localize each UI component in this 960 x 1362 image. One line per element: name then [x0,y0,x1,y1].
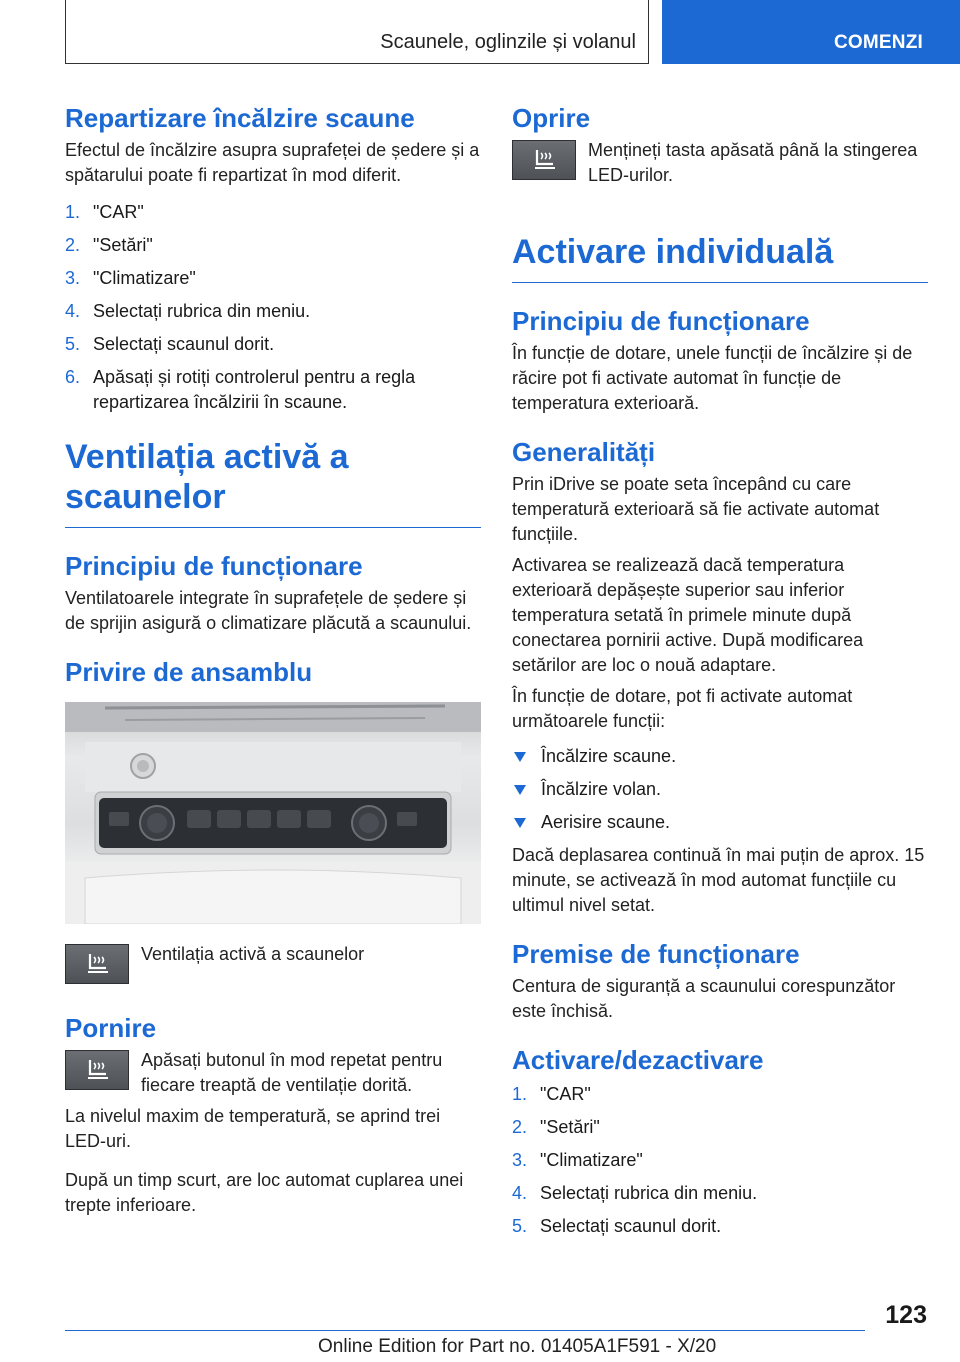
step-item [512,1082,928,1107]
section-title: Scaunele, oglinzile și volanul [380,31,636,53]
heading-ventilatia: Ventilația activă a scaunelor [65,438,349,516]
heading-principiu-right: Principiu de funcționare [512,306,810,336]
step-item [512,1148,928,1173]
steps-list-activare [512,1082,928,1239]
para-repartizare: Efectul de încălzire asupra suprafeței de ședere și a spătarului poate fi repartizat în mod diferit. [65,140,480,185]
para-dupa: După un timp scurt, are loc automat cuplarea unei trepte inferioare. [65,1170,464,1215]
para-gen1: Prin iDrive se poate seta începând cu care temperatură exterioară să fie activate automat funcțiile. [512,474,880,544]
bullet-list [512,744,928,835]
header-section-box [65,0,649,64]
tab-label: COMENZI [834,32,924,53]
icon-caption: Ventilația activă a scaunelor [141,944,365,964]
step-item [512,1214,928,1239]
heading-principiu-left: Principiu de funcționare [65,551,363,581]
triangle-bullet-icon [514,785,526,795]
bullet-text: Încălzire volan. [541,779,662,799]
step-text: Selectați scaunul dorit. [93,334,275,354]
para-oprire: Mențineți tasta apăsată până la stingerea LED-urilor. [588,140,918,185]
step-item [65,200,481,225]
step-number: 2. [65,235,81,255]
seat-ventilation-button-icon [65,1050,129,1090]
bullet-item [512,777,928,802]
para-principiu-right: În funcție de dotare, unele funcții de încălzire și de răcire pot fi activate automat în funcție de temperatura exterioară. [512,343,913,413]
step-number: 1. [65,202,81,222]
page-number: 123 [885,1301,927,1329]
step-item [65,365,481,415]
para-principiu-left: Ventilatoarele integrate în suprafețele de ședere și de sprijin asigură o climatizare plăcută a scaunului. [65,588,472,633]
seat-ventilation-button-icon [512,140,576,180]
oprire-row [512,138,928,188]
step-text: Selectați rubrica din meniu. [93,301,311,321]
heading-premise: Premise de funcționare [512,939,800,969]
step-number: 3. [512,1150,528,1170]
climate-panel-photo [65,702,481,924]
step-item [65,332,481,357]
heading-activare: Activare/dezactivare [512,1045,764,1075]
footer-rule [65,1330,865,1331]
step-item [65,299,481,324]
step-number: 6. [65,367,81,387]
bullet-item [512,810,928,835]
step-text: Apăsați și rotiți controlerul pentru a regla repartizarea încălzirii în scaune. [93,367,416,412]
step-number: 5. [65,334,81,354]
step-number: 4. [65,301,81,321]
heading-rule [512,282,928,283]
step-item [512,1115,928,1140]
step-item [512,1181,928,1206]
step-text: "Climatizare" [93,268,196,288]
heading-repartizare: Repartizare încălzire scaune [65,103,415,133]
heading-activare-individuala: Activare individuală [512,233,834,271]
para-gen3: În funcție de dotare, pot fi activate automat următoarele funcții: [512,686,853,731]
step-text: "Climatizare" [540,1150,643,1170]
footer-edition: Online Edition for Part no. 01405A1F591 - X/20 [318,1336,717,1357]
step-number: 5. [512,1216,528,1236]
step-text: Selectați scaunul dorit. [540,1216,722,1236]
heading-privire: Privire de ansamblu [65,657,313,687]
heading-generalitati: Generalități [512,437,656,467]
step-item [65,266,481,291]
heading-rule [65,527,481,528]
header-tab-comenzi[interactable] [662,0,960,64]
bullet-text: Aerisire scaune. [541,812,671,832]
pornire-row [65,1048,481,1098]
icon-caption-row [65,942,481,984]
right-column [512,100,928,1247]
step-text: Selectați rubrica din meniu. [540,1183,758,1203]
heading-oprire: Oprire [512,103,591,133]
step-item [65,233,481,258]
para-premise: Centura de siguranță a scaunului corespunzător este închisă. [512,976,896,1021]
triangle-bullet-icon [514,752,526,762]
step-text: "CAR" [540,1084,591,1104]
triangle-bullet-icon [514,818,526,828]
step-number: 2. [512,1117,528,1137]
heading-pornire: Pornire [65,1013,157,1043]
para-gen4: Dacă deplasarea continuă în mai puțin de aprox. 15 minute, se activează în mod automat funcțiile cu ultimul nivel setat. [512,845,925,915]
bullet-text: Încălzire scaune. [541,746,677,766]
left-column [65,100,481,1218]
para-nivel: La nivelul maxim de temperatură, se aprind trei LED-uri. [65,1106,441,1151]
steps-list-repartizare [65,200,481,415]
para-gen2: Activarea se realizează dacă temperatura exterioară depășește superior sau inferior temperatura setată în primele minute după conectarea pornirii active. După modificarea setărilor are loc o nouă adaptare. [512,555,864,675]
seat-ventilation-icon [65,944,129,984]
step-text: "Setări" [93,235,153,255]
step-text: "Setări" [540,1117,600,1137]
para-pornire: Apăsați butonul în mod repetat pentru fiecare treaptă de ventilație dorită. [141,1050,443,1095]
step-text: "CAR" [93,202,144,222]
step-number: 1. [512,1084,528,1104]
bullet-item [512,744,928,769]
step-number: 4. [512,1183,528,1203]
step-number: 3. [65,268,81,288]
